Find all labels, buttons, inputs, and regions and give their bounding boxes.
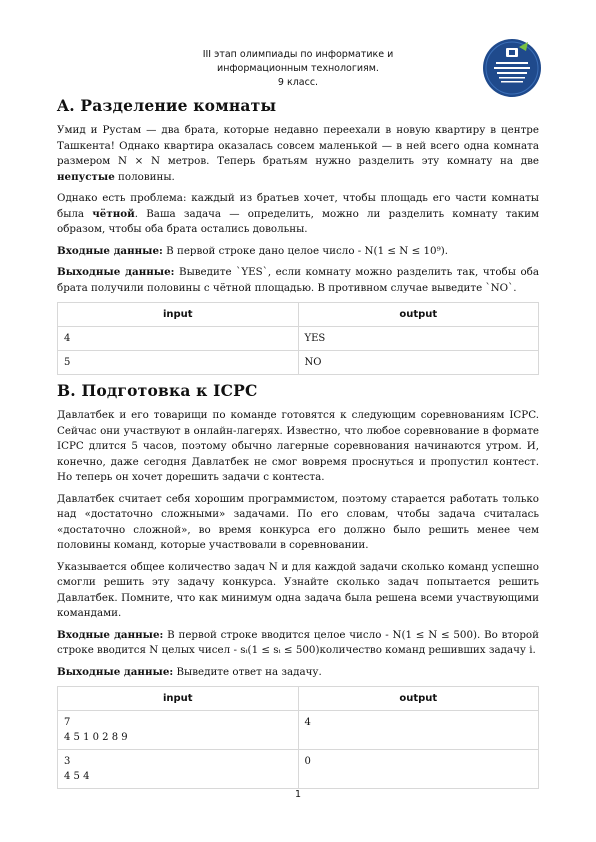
table-header-input: input xyxy=(58,687,299,711)
problem-b-paragraph-2: Давлатбек считает себя хорошим программистом, поэтому старается работать только над «достаточно сложными» задачами. По его словам, чтобы задача считалась «достаточно сложной», во время конкурса его должно было решить менее чем половины команд, которые участвовали в соревновании. xyxy=(57,492,539,551)
header-line-2: информационным технологиям. xyxy=(217,63,379,74)
table-header-row xyxy=(58,303,539,327)
table-cell-output: 0 xyxy=(298,750,539,789)
table-header-output: output xyxy=(298,687,539,711)
page-number: 1 xyxy=(294,789,302,800)
table-row xyxy=(58,351,539,375)
table-cell-output: 4 xyxy=(298,711,539,750)
problem-b-paragraph-1: Давлатбек и его товарищи по команде готовятся к следующим соревнованиям ICPC. Сейчас они участвуют в онлайн-лагерях. Известно, что любое соревнование в формате ICPC длится 5 часов, поэтому обычно лагерные соревнования начинаются утром. И, конечно, даже сегодня Давлатбек не смог вовремя проснуться и пропустил контест. Но теперь он хочет дорешить задачи с контеста. xyxy=(57,409,539,483)
problem-b xyxy=(57,381,539,789)
table-cell-output: NO xyxy=(298,351,539,375)
problem-a xyxy=(57,96,539,375)
problem-b-input-spec: Входные данные: В первой строке вводится целое число - N(1 ≤ N ≤ 500). Во второй строке вводится N целых чисел - sᵢ(1 ≤ sᵢ ≤ 500)количество команд решивших задачу i. xyxy=(57,628,539,656)
problem-a-examples-table xyxy=(57,302,539,375)
table-cell-input: 3 4 5 4 xyxy=(58,750,299,789)
problem-b-examples-table xyxy=(57,686,539,789)
problem-a-paragraph-1: Умид и Рустам — два брата, которые недавно переехали в новую квартиру в центре Ташкента! Однако квартира оказалась совсем маленькой — в ней всего одна комната размером N × N метров. Теперь братьям нужно разделить эту комнату на две непустые половины. xyxy=(57,124,539,183)
table-cell-input: 7 4 5 1 0 2 8 9 xyxy=(58,711,299,750)
table-cell-input: 5 xyxy=(58,351,299,375)
table-row xyxy=(58,711,539,750)
problem-a-output-spec: Выходные данные: Выведите `YES`, если комнату можно разделить так, чтобы оба брата получили половины с чётной площадью. В противном случае выведите `NO`. xyxy=(57,266,540,294)
table-header-output: output xyxy=(298,303,539,327)
problem-b-output-spec: Выходные данные: Выведите ответ на задачу. xyxy=(57,665,322,678)
problem-a-paragraph-2: Однако есть проблема: каждый из братьев хочет, чтобы площадь его части комнаты была чётной. Ваша задача — определить, можно ли разделить комнату таким образом, чтобы оба брата остались довольны. xyxy=(57,192,539,235)
problem-b-paragraph-3: Указывается общее количество задач N и для каждой задачи сколько команд успешно смогли решить эту задачу конкурса. Узнайте сколько задач попытается решить Давлатбек. Помните, что как минимум одна задача была решена всеми участвующими командами. xyxy=(57,560,539,619)
main-content xyxy=(57,96,539,793)
olympiad-logo-icon xyxy=(482,38,542,98)
table-row xyxy=(58,327,539,351)
page-header xyxy=(150,48,446,90)
problem-a-title: A. Разделение комнаты xyxy=(57,96,277,115)
header-line-1: III этап олимпиады по информатике и xyxy=(202,49,394,60)
table-cell-output: YES xyxy=(298,327,539,351)
problem-b-title: B. Подготовка к ICPC xyxy=(57,381,258,400)
table-header-input: input xyxy=(58,303,299,327)
header-line-3: 9 класс. xyxy=(277,77,319,88)
table-header-row xyxy=(58,687,539,711)
table-cell-input: 4 xyxy=(58,327,299,351)
problem-a-input-spec: Входные данные: В первой строке дано целое число - N(1 ≤ N ≤ 10⁹). xyxy=(57,244,449,257)
table-row xyxy=(58,750,539,789)
